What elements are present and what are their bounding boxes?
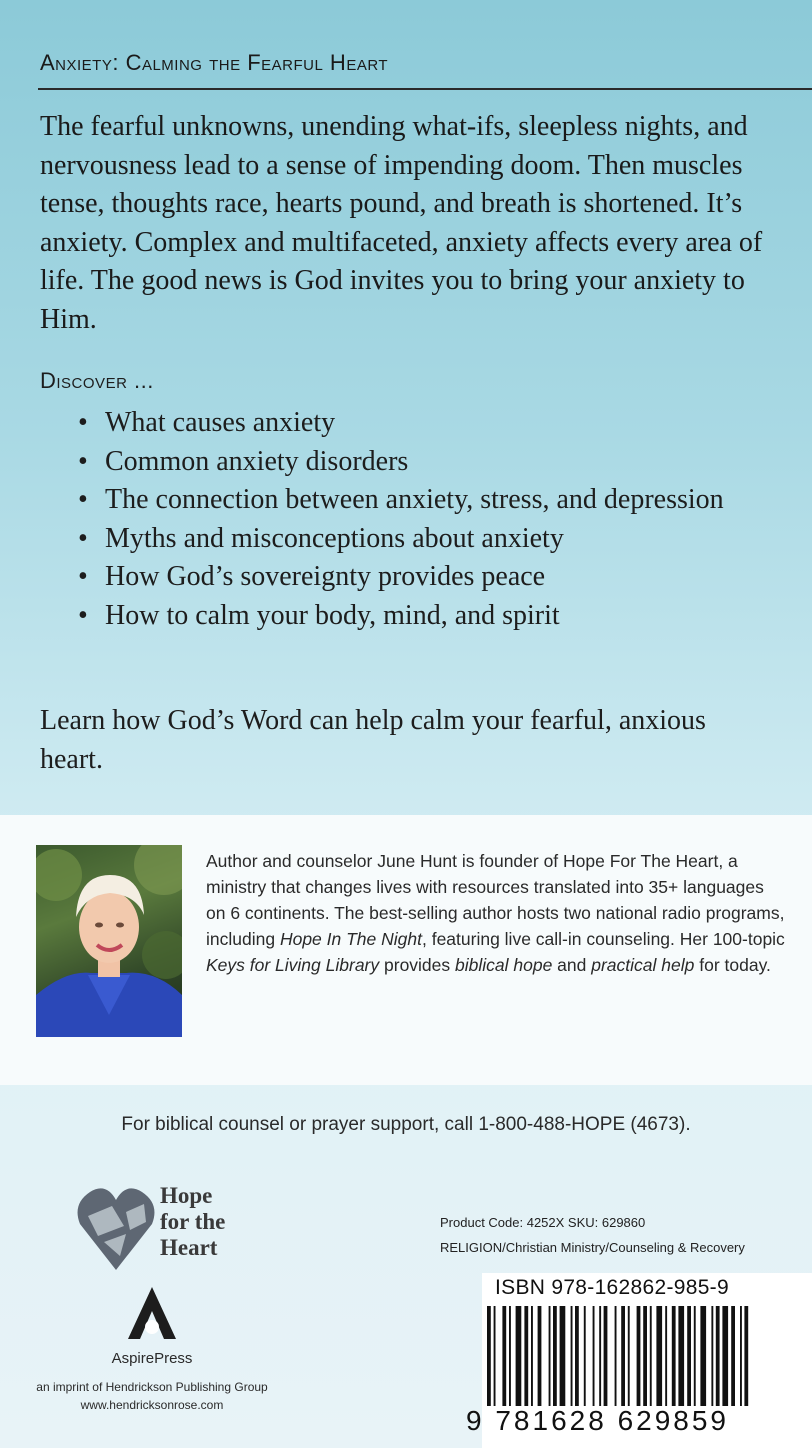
author-portrait-image	[36, 845, 182, 1037]
aspire-press-logo-icon	[127, 1285, 177, 1341]
bio-text: for today.	[694, 955, 771, 975]
list-item: • The connection between anxiety, stress, and depression	[70, 481, 760, 520]
barcode-bar	[665, 1306, 667, 1406]
list-item: • Common anxiety disorders	[70, 443, 760, 482]
bio-text: , featuring live call-in counseling. Her 100-topic	[421, 929, 785, 949]
barcode-bar	[678, 1306, 684, 1406]
barcode-bar	[599, 1306, 601, 1406]
barcode-bar	[549, 1306, 551, 1406]
barcode-bar	[628, 1306, 630, 1406]
barcode-bar	[604, 1306, 608, 1406]
phone-support-line: For biblical counsel or prayer support, call 1-800-488-HOPE (4673).	[121, 1114, 691, 1135]
barcode-bar	[593, 1306, 595, 1406]
heading-rule	[38, 88, 812, 90]
author-bio	[206, 848, 786, 978]
barcode-bar	[687, 1306, 691, 1406]
publisher-url: www.hendricksonrose.com	[80, 1398, 224, 1412]
barcode-bar	[650, 1306, 652, 1406]
barcode-bar	[509, 1306, 511, 1406]
barcode-bar	[740, 1306, 742, 1406]
publisher-imprint	[20, 1378, 284, 1414]
book-heading: Anxiety: Calming the Fearful Heart	[40, 50, 389, 75]
discover-list	[70, 404, 760, 635]
barcode-bar	[560, 1306, 566, 1406]
barcode-bar	[494, 1306, 496, 1406]
author-photo	[36, 845, 182, 1037]
category-line: RELIGION/Christian Ministry/Counseling & Recovery	[440, 1240, 745, 1255]
barcode-bar	[487, 1306, 491, 1406]
radio-program-title: Hope In The Night	[279, 929, 422, 949]
barcode-bar	[531, 1306, 533, 1406]
logo-text-line: for the	[160, 1209, 226, 1234]
barcode-bar	[538, 1306, 542, 1406]
imprint-text: an imprint of Hendrickson Publishing Group	[36, 1380, 268, 1394]
list-item: • What causes anxiety	[70, 404, 760, 443]
barcode-bar	[524, 1306, 528, 1406]
bio-text: provides	[379, 955, 456, 975]
bio-text: and	[552, 955, 592, 975]
barcode-bar	[615, 1306, 617, 1406]
hope-for-the-heart-logo	[160, 1183, 225, 1261]
barcode-bar	[584, 1306, 586, 1406]
barcode-bar	[621, 1306, 625, 1406]
barcode-bar	[744, 1306, 748, 1406]
barcode-bar	[575, 1306, 579, 1406]
barcode-bar	[731, 1306, 735, 1406]
discover-label: Discover ...	[40, 368, 154, 393]
intro-paragraph: The fearful unknowns, unending what-ifs, sleepless nights, and nervousness lead to a sense of impending doom. Then muscles tense, thoughts race, hearts pound, and breath is shortened. It’s anxiety. Complex and multifaceted, anxiety affects every area of life. The good news is God invites you to bring your anxiety to Him.	[40, 111, 763, 335]
list-item: • How God’s sovereignty provides peace	[70, 558, 760, 597]
bio-text: Author and counselor June Hunt is founder of Hope For The Heart, a ministry that changes lives with resources translated into 35+ languages on 6 continents. The best-selling author hosts two national radio programs, including	[206, 851, 785, 949]
logo-text-line: Heart	[160, 1235, 218, 1260]
barcode-bar	[643, 1306, 647, 1406]
product-code-line: Product Code: 4252X SKU: 629860	[440, 1215, 646, 1230]
barcode-bar	[637, 1306, 641, 1406]
barcode-bar	[672, 1306, 676, 1406]
barcode-bar	[571, 1306, 573, 1406]
barcode-bar	[516, 1306, 522, 1406]
barcode-icon	[485, 1306, 805, 1406]
barcode-bar	[694, 1306, 696, 1406]
series-title: Keys for Living Library	[206, 955, 380, 975]
logo-text-line: Hope	[160, 1183, 213, 1208]
barcode-bar	[502, 1306, 506, 1406]
closing-paragraph: Learn how God’s Word can help calm your fearful, anxious heart.	[40, 705, 706, 775]
list-item: • Myths and misconceptions about anxiety	[70, 520, 760, 559]
isbn-number: ISBN 978-162862-985-9	[495, 1276, 729, 1299]
aspire-press-name: AspirePress	[111, 1350, 193, 1367]
barcode-bar	[700, 1306, 706, 1406]
product-codes	[440, 1210, 745, 1260]
barcode-digits: 9 781628 629859	[466, 1405, 729, 1436]
barcode-bar	[722, 1306, 728, 1406]
barcode-bar	[553, 1306, 557, 1406]
barcode-bar	[656, 1306, 662, 1406]
list-item: • How to calm your body, mind, and spirit	[70, 597, 760, 636]
barcode-bar	[716, 1306, 720, 1406]
emphasis-text: practical help	[591, 955, 695, 975]
barcode-bar	[711, 1306, 713, 1406]
emphasis-text: biblical hope	[455, 955, 553, 975]
